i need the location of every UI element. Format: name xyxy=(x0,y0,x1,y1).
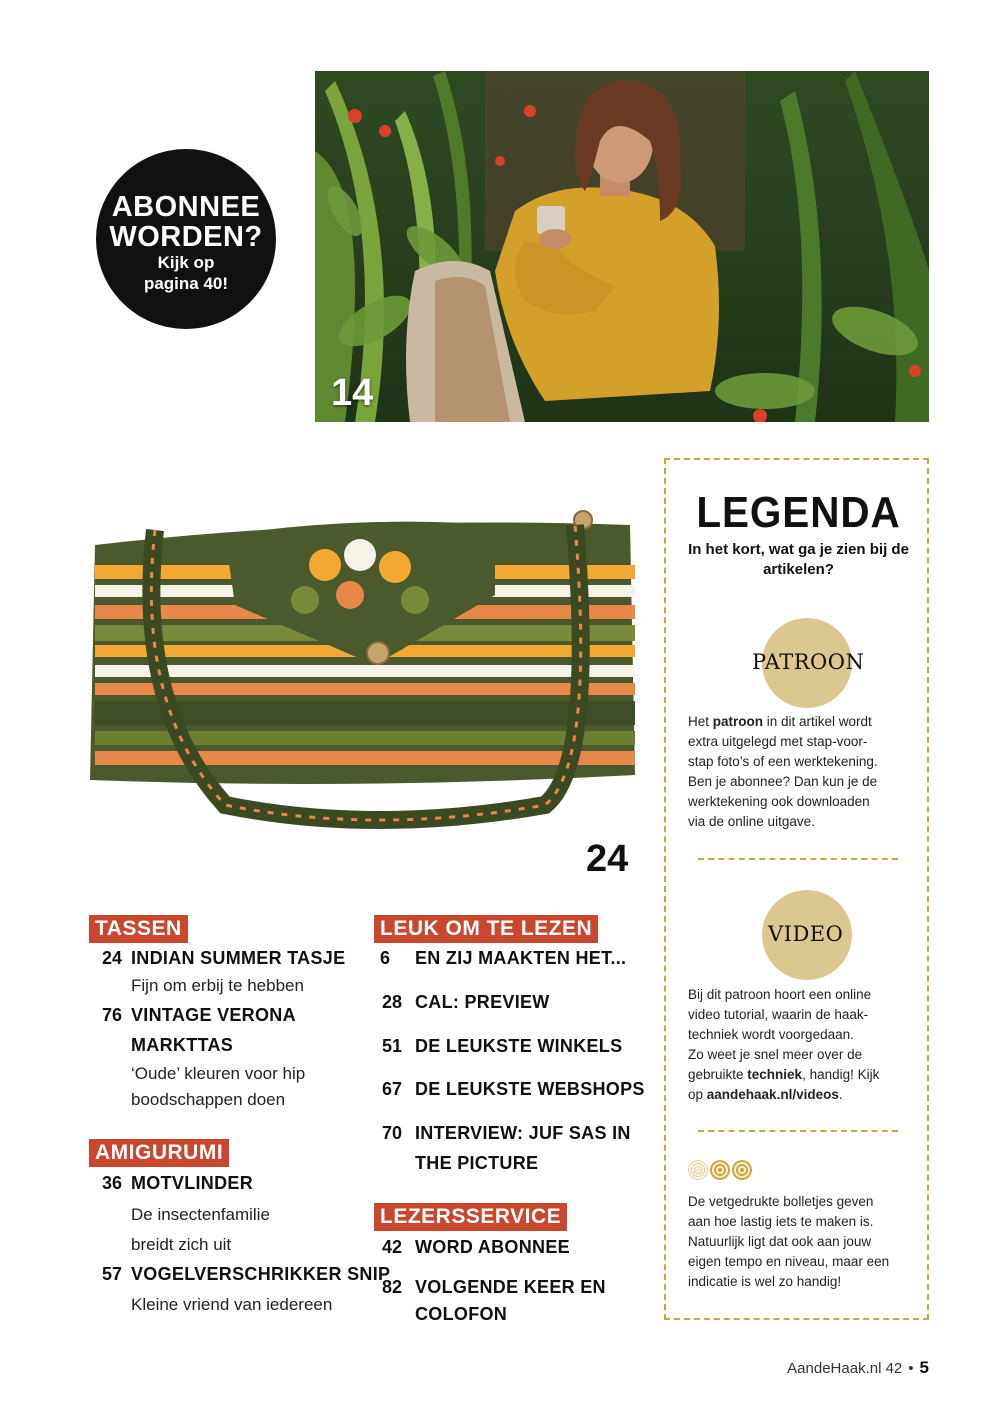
magazine-issue: AandeHaak.nl 42 xyxy=(787,1360,903,1377)
toc-entry[interactable] xyxy=(372,1079,645,1105)
text-line: Het patroon in dit artikel wordt xyxy=(688,714,872,729)
video-text xyxy=(688,985,913,1105)
legenda-title: LEGENDA xyxy=(696,488,901,537)
crochet-bag-illustration xyxy=(75,505,645,835)
toc-entry[interactable] xyxy=(372,1277,632,1333)
text-line: techniek wordt voorgedaan. xyxy=(688,1027,854,1042)
toc-page-number: 82 xyxy=(381,1277,402,1297)
section-header-amigurumi: AMIGURUMI xyxy=(89,1139,229,1167)
badge-line-4: pagina 40! xyxy=(143,274,229,293)
text-line: Ben je abonnee? Dan kun je de xyxy=(688,774,878,789)
badge-line-1: ABONNEE xyxy=(111,191,261,223)
toc-entry[interactable] xyxy=(92,1264,391,1290)
toc-description: Fijn om erbij te hebben xyxy=(131,976,304,995)
toc-description: breidt zich uit xyxy=(131,1235,232,1254)
toc-entry[interactable] xyxy=(372,1036,632,1062)
toc-title-cont: COLOFON xyxy=(415,1304,508,1324)
page-number: 5 xyxy=(919,1358,929,1377)
section-header-tassen: TASSEN xyxy=(89,915,188,943)
text-line: Natuurlijk ligt dat ook aan jouw xyxy=(688,1234,872,1249)
toc-page-number: 51 xyxy=(381,1036,402,1056)
yarn-ball-icon xyxy=(710,1160,730,1180)
toc-title: MOTVLINDER xyxy=(131,1173,253,1193)
divider xyxy=(698,858,898,860)
toc-page-number: 24 xyxy=(101,948,122,968)
text-line: Zo weet je snel meer over de xyxy=(688,1047,863,1062)
toc-description: boodschappen doen xyxy=(131,1090,286,1109)
badge-line-2: WORDEN? xyxy=(109,221,263,253)
text-line: eigen tempo en niveau, maar een xyxy=(688,1254,890,1269)
difficulty-yarn-icons xyxy=(688,1160,752,1180)
text-line: werktekening ook downloaden xyxy=(688,794,870,809)
patroon-text xyxy=(688,712,913,832)
toc-title: VINTAGE VERONA xyxy=(131,1005,296,1025)
text-line: indicatie is wel zo handig! xyxy=(688,1274,842,1289)
toc-entry[interactable] xyxy=(372,1123,632,1179)
text-line: video tutorial, waarin de haak- xyxy=(688,1007,869,1022)
garden-illustration xyxy=(315,71,929,422)
toc-title: DE LEUKSTE WEBSHOPS xyxy=(415,1079,645,1099)
toc-page-number: 57 xyxy=(101,1264,122,1284)
toc-entry[interactable] xyxy=(372,992,632,1018)
toc-entry[interactable] xyxy=(360,948,630,974)
yarn-ball-icon xyxy=(688,1160,708,1180)
text-line: gebruikte techniek, handig! Kijk xyxy=(688,1067,880,1082)
toc-page-number: 36 xyxy=(101,1173,122,1193)
difficulty-text xyxy=(688,1192,913,1292)
toc-entry[interactable] xyxy=(92,1005,372,1061)
text-line: Bij dit patroon hoort een online xyxy=(688,987,872,1002)
text-line: stap foto’s of een werktekening. xyxy=(688,754,878,769)
text-line: extra uitgelegd met stap-voor- xyxy=(688,734,868,749)
toc-title: INTERVIEW: JUF SAS IN xyxy=(415,1123,631,1143)
photo-page-number: 14 xyxy=(331,372,374,414)
video-label: VIDEO xyxy=(768,922,844,946)
toc-page-number: 70 xyxy=(381,1123,402,1143)
toc-description: Kleine vriend van iedereen xyxy=(131,1295,333,1314)
toc-title-cont: THE PICTURE xyxy=(415,1153,539,1173)
toc-title: INDIAN SUMMER TASJE xyxy=(131,948,346,968)
text-line: De vetgedrukte bolletjes geven xyxy=(688,1194,874,1209)
cover-photo-woman xyxy=(315,71,929,422)
yarn-ball-icon xyxy=(732,1160,752,1180)
toc-page-number: 67 xyxy=(381,1079,402,1099)
toc-title-cont: MARKTTAS xyxy=(131,1035,234,1055)
toc-entry[interactable] xyxy=(92,1173,372,1199)
toc-description: De insectenfamilie xyxy=(131,1205,270,1224)
toc-title: VOLGENDE KEER EN xyxy=(415,1277,606,1297)
toc-page-number: 6 xyxy=(379,948,390,968)
section-header-lezersservice: LEZERSSERVICE xyxy=(374,1203,567,1231)
subscribe-badge xyxy=(96,149,276,329)
patroon-label: PATROON xyxy=(752,650,865,674)
legenda-box xyxy=(664,458,929,1320)
section-header-leuk-om-te-lezen: LEUK OM TE LEZEN xyxy=(374,915,598,943)
toc-title: VOGELVERSCHRIKKER SNIP xyxy=(131,1264,391,1284)
text-line: aan hoe lastig iets te maken is. xyxy=(688,1214,874,1229)
toc-entry[interactable] xyxy=(372,1237,632,1263)
text-line: via de online uitgave. xyxy=(688,814,815,829)
toc-title: DE LEUKSTE WINKELS xyxy=(415,1036,623,1056)
toc-page-number: 42 xyxy=(381,1237,402,1257)
toc-title: EN ZIJ MAAKTEN HET... xyxy=(415,948,627,968)
bag-photo xyxy=(75,505,645,835)
toc-title: WORD ABONNEE xyxy=(415,1237,570,1257)
text-line: op aandehaak.nl/videos. xyxy=(688,1087,843,1102)
divider xyxy=(698,1130,898,1132)
toc-page-number: 76 xyxy=(101,1005,122,1025)
legenda-subtitle: In het kort, wat ga je zien bij de artikelen? xyxy=(688,541,909,578)
badge-line-3: Kijk op xyxy=(157,253,215,272)
toc-description: ‘Oude’ kleuren voor hip xyxy=(131,1064,306,1083)
footer-separator: • xyxy=(908,1360,914,1377)
page-footer xyxy=(787,1358,929,1378)
toc-page-number: 28 xyxy=(381,992,402,1012)
toc-entry[interactable] xyxy=(92,948,372,974)
bag-page-number: 24 xyxy=(586,838,629,880)
toc-title: CAL: PREVIEW xyxy=(415,992,550,1012)
